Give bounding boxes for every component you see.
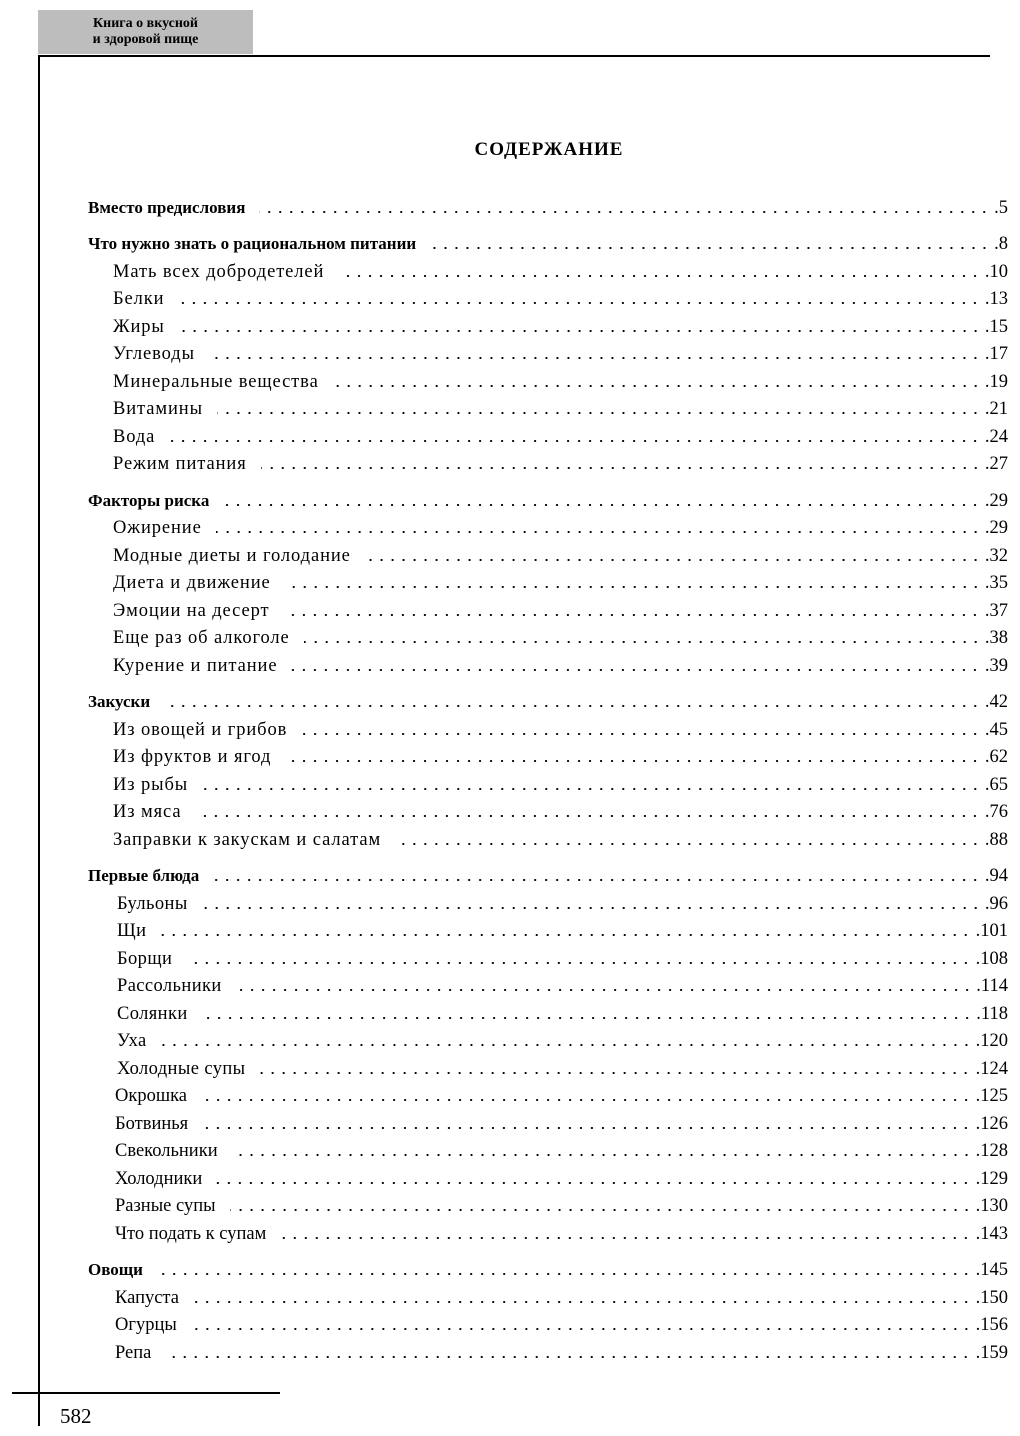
contents-heading: СОДЕРЖАНИЕ xyxy=(474,139,624,160)
toc-entry-page: .101 xyxy=(975,921,1008,941)
running-header-line-1: Книга о вкусной xyxy=(93,16,198,31)
dot-leader xyxy=(338,275,981,277)
toc-section xyxy=(88,1025,1008,1053)
toc-entry-page: .124 xyxy=(975,1058,1008,1079)
toc-entry-title: Витамины xyxy=(113,399,203,419)
toc-entry-title: Бульоны xyxy=(117,893,188,914)
toc-entry-title: Жиры xyxy=(113,316,165,337)
dot-leader xyxy=(395,843,981,845)
toc-entry-page: .143 xyxy=(975,1223,1008,1244)
toc-section xyxy=(88,887,1008,915)
toc-chapter xyxy=(88,1254,1008,1282)
toc-entry-page: .118 xyxy=(976,1003,1008,1024)
toc-entry-title: Еще раз об алкоголе xyxy=(113,628,290,648)
toc-entry-title: Первые блюда xyxy=(88,866,200,885)
toc-section xyxy=(88,1080,1008,1108)
dot-leader xyxy=(195,815,980,817)
toc-chapter xyxy=(88,686,1008,714)
toc-section xyxy=(88,942,1008,970)
toc-entry-page: .29 xyxy=(984,518,1008,538)
dot-leader xyxy=(261,467,981,469)
top-rule xyxy=(38,55,990,57)
toc-entry-page: .5 xyxy=(994,197,1008,218)
toc-entry-title: Ожирение xyxy=(113,518,202,538)
toc-entry-title: Солянки xyxy=(117,1003,188,1024)
toc-entry-page: .42 xyxy=(984,692,1008,712)
toc-entry-page: .129 xyxy=(975,1168,1008,1189)
toc-entry-page: .15 xyxy=(984,316,1008,337)
toc-entry-page: .126 xyxy=(975,1113,1008,1134)
toc-chapter xyxy=(88,484,1008,512)
toc-section xyxy=(88,539,1008,567)
toc-entry-title: Разные супы xyxy=(115,1196,216,1216)
toc-section xyxy=(88,796,1008,824)
toc-section xyxy=(88,741,1008,769)
toc-section xyxy=(88,338,1008,366)
running-header-line-2: и здоровой пище xyxy=(92,32,199,47)
dot-leader xyxy=(223,504,981,506)
dot-leader xyxy=(202,907,981,909)
toc-entry-title: Модные диеты и голодание xyxy=(113,545,351,566)
toc-entry-title: Что нужно знать о рациональном питании xyxy=(88,234,417,253)
toc-entry-page: .24 xyxy=(984,426,1008,447)
toc-entry-title: Курение и питание xyxy=(113,655,278,676)
toc-entry-title: Из мяса xyxy=(113,802,182,822)
dot-leader xyxy=(178,302,980,304)
toc-section xyxy=(88,255,1008,283)
toc-entry-page: .96 xyxy=(984,893,1008,914)
toc-section xyxy=(88,365,1008,393)
toc-section xyxy=(88,970,1008,998)
toc-entry-title: Минеральные вещества xyxy=(113,371,319,392)
dot-leader xyxy=(179,330,981,332)
toc-entry-title: Углеводы xyxy=(113,344,195,364)
toc-entry-title: Заправки к закускам и салатам xyxy=(113,829,382,850)
toc-entry-page: .32 xyxy=(984,545,1008,566)
toc-chapter xyxy=(88,228,1008,256)
dot-leader xyxy=(216,1182,971,1184)
toc-entry-page: .108 xyxy=(975,948,1008,969)
dot-leader xyxy=(202,1127,971,1129)
toc-entry-page: .8 xyxy=(994,234,1008,254)
toc-section xyxy=(88,915,1008,943)
toc-section xyxy=(88,512,1008,540)
dot-leader xyxy=(164,705,981,707)
dot-leader xyxy=(283,614,980,616)
dot-leader xyxy=(191,1328,972,1330)
dot-leader xyxy=(285,760,981,762)
toc-entry-page: .35 xyxy=(984,573,1008,593)
toc-entry-title: Капуста xyxy=(115,1287,179,1308)
toc-entry-page: .21 xyxy=(984,399,1008,419)
dot-leader xyxy=(202,788,981,790)
toc-section xyxy=(88,1162,1008,1190)
dot-leader xyxy=(169,440,981,442)
dot-leader xyxy=(280,1237,971,1239)
toc-entry-page: .27 xyxy=(984,454,1008,474)
toc-entry-title: Факторы риска xyxy=(88,490,210,510)
toc-entry-page: .120 xyxy=(975,1031,1008,1051)
toc-entry-title: Окрошка xyxy=(115,1086,188,1106)
dot-leader xyxy=(216,531,981,533)
toc-entry-title: Огурцы xyxy=(115,1315,177,1335)
toc-entry-page: .94 xyxy=(984,866,1008,886)
toc-entry-page: .17 xyxy=(984,344,1008,364)
dot-leader xyxy=(333,385,981,387)
dot-leader xyxy=(301,733,981,735)
toc-entry-page: .88 xyxy=(984,829,1008,850)
toc-section xyxy=(88,1107,1008,1135)
dot-leader xyxy=(186,962,971,964)
dot-leader xyxy=(217,412,981,414)
toc-entry-page: .145 xyxy=(975,1260,1008,1280)
toc-entry-title: Мать всех добродетелей xyxy=(113,261,325,282)
toc-entry-page: .45 xyxy=(984,719,1008,740)
toc-entry-page: .125 xyxy=(975,1086,1008,1106)
dot-leader xyxy=(160,934,971,936)
table-of-contents xyxy=(88,191,1008,1364)
toc-entry-title: Овощи xyxy=(88,1260,143,1279)
toc-section xyxy=(88,448,1008,476)
toc-section xyxy=(88,1190,1008,1218)
dot-leader xyxy=(236,989,973,991)
toc-chapter xyxy=(88,191,1008,219)
toc-entry-page: .38 xyxy=(984,628,1008,648)
dot-leader xyxy=(285,586,981,588)
toc-section xyxy=(88,1052,1008,1080)
toc-entry-page: .39 xyxy=(984,655,1008,676)
toc-section xyxy=(88,713,1008,741)
dot-leader xyxy=(230,1209,972,1211)
toc-entry-title: Что подать к супам xyxy=(115,1223,267,1244)
dot-leader xyxy=(365,559,981,561)
toc-section xyxy=(88,1336,1008,1364)
dot-leader xyxy=(304,641,981,643)
toc-entry-title: Закуски xyxy=(88,692,151,711)
toc-section xyxy=(88,1281,1008,1309)
toc-entry-title: Ботвинья xyxy=(115,1113,189,1134)
toc-entry-title: Из рыбы xyxy=(113,774,189,795)
running-header xyxy=(38,10,253,54)
toc-section xyxy=(88,1217,1008,1245)
toc-entry-page: .76 xyxy=(984,802,1008,822)
toc-entry-title: Вместо предисловия xyxy=(88,197,246,217)
dot-leader xyxy=(202,1017,973,1019)
toc-entry-title: Свекольники xyxy=(115,1141,218,1161)
toc-entry-page: .10 xyxy=(984,261,1008,282)
toc-section xyxy=(88,823,1008,851)
toc-entry-page: .13 xyxy=(984,289,1008,309)
toc-section xyxy=(88,1309,1008,1337)
toc-entry-page: .29 xyxy=(984,490,1008,511)
toc-entry-title: Холодники xyxy=(115,1168,203,1189)
toc-entry-page: .114 xyxy=(976,976,1008,996)
toc-chapter xyxy=(88,860,1008,888)
toc-entry-title: Репа xyxy=(115,1342,152,1363)
toc-entry-page: .156 xyxy=(975,1315,1008,1335)
toc-entry-title: Холодные супы xyxy=(117,1058,246,1079)
dot-leader xyxy=(291,669,980,671)
toc-section xyxy=(88,283,1008,311)
dot-leader xyxy=(161,1044,972,1046)
dot-leader xyxy=(232,1154,972,1156)
toc-section xyxy=(88,768,1008,796)
toc-entry-title: Вода xyxy=(113,426,156,447)
toc-entry-page: .37 xyxy=(984,600,1008,621)
dot-leader xyxy=(213,879,981,881)
dot-leader xyxy=(201,1099,972,1101)
dot-leader xyxy=(209,357,981,359)
toc-entry-title: Диета и движение xyxy=(113,573,271,593)
toc-entry-title: Белки xyxy=(113,289,165,309)
toc-entry-page: .62 xyxy=(984,747,1008,767)
toc-section xyxy=(88,1135,1008,1163)
dot-leader xyxy=(157,1273,972,1275)
toc-entry-title: Уха xyxy=(117,1031,147,1051)
toc-entry-page: .150 xyxy=(975,1287,1008,1308)
toc-entry-page: .159 xyxy=(975,1342,1008,1363)
toc-entry-title: Эмоции на десерт xyxy=(113,600,270,621)
toc-section xyxy=(88,594,1008,622)
toc-entry-title: Борщи xyxy=(117,948,173,969)
toc-section xyxy=(88,420,1008,448)
toc-section xyxy=(88,310,1008,338)
bottom-rule xyxy=(12,1392,280,1394)
toc-entry-page: .65 xyxy=(984,774,1008,795)
dot-leader xyxy=(193,1301,972,1303)
toc-entry-title: Из фруктов и ягод xyxy=(113,747,272,767)
dot-leader xyxy=(165,1356,971,1358)
toc-entry-title: Режим питания xyxy=(113,454,247,474)
toc-entry-title: Из овощей и грибов xyxy=(113,719,288,740)
toc-entry-page: .128 xyxy=(975,1141,1008,1161)
toc-section xyxy=(88,997,1008,1025)
toc-section xyxy=(88,393,1008,421)
toc-entry-title: Щи xyxy=(117,921,147,941)
dot-leader xyxy=(259,1072,971,1074)
toc-entry-page: .130 xyxy=(975,1196,1008,1216)
left-rule xyxy=(38,55,40,1426)
dot-leader xyxy=(430,247,990,249)
toc-section xyxy=(88,622,1008,650)
toc-entry-page: .19 xyxy=(984,371,1008,392)
toc-section xyxy=(88,567,1008,595)
page-number: 582 xyxy=(60,1404,92,1428)
toc-entry-title: Рассольники xyxy=(117,976,222,996)
dot-leader xyxy=(259,211,990,213)
toc-section xyxy=(88,649,1008,677)
